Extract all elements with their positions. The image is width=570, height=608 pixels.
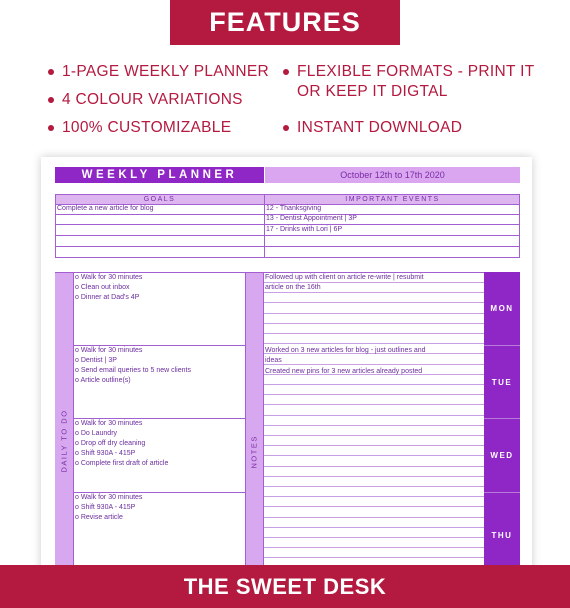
- grid-line: [55, 235, 520, 236]
- notes-rule-line: [264, 455, 484, 456]
- event-item: 17 - Drinks with Lori | 6P: [266, 226, 343, 233]
- bullet-icon: [283, 125, 289, 131]
- todo-item: o Dinner at Dad's 4P: [75, 294, 140, 301]
- todo-item: o Walk for 30 minutes: [75, 420, 143, 427]
- notes-rule-line: [264, 537, 484, 538]
- notes-rule-line: [264, 343, 484, 344]
- notes-rule-line: [264, 547, 484, 548]
- notes-rule-line: [264, 476, 484, 477]
- feature-item: [297, 118, 462, 138]
- notes-rule-line: [264, 323, 484, 324]
- todo-item: o Walk for 30 minutes: [75, 494, 143, 501]
- bullet-icon: [48, 97, 54, 103]
- notes-rule-line: [264, 435, 484, 436]
- notes-rule-line: [264, 415, 484, 416]
- notes-band: [245, 272, 263, 577]
- notes-rule-line: [264, 404, 484, 405]
- day-separator: [484, 418, 520, 419]
- notes-rule-line: [264, 313, 484, 314]
- feature-item: [62, 62, 269, 82]
- notes-rule-line: [264, 486, 484, 487]
- grid-divider: [264, 194, 265, 257]
- feature-text: 4 COLOUR VARIATIONS: [62, 91, 243, 108]
- goals-header: GOALS: [55, 195, 264, 204]
- events-header: IMPORTANT EVENTS: [265, 195, 520, 204]
- feature-item: [62, 118, 231, 138]
- feature-item: [297, 62, 534, 82]
- note-item: Worked on 3 new articles for blog - just outlines and: [265, 347, 426, 354]
- todo-item: o Walk for 30 minutes: [75, 274, 143, 281]
- feature-text: FLEXIBLE FORMATS - PRINT IT: [297, 63, 535, 80]
- features-title: FEATURES: [209, 7, 361, 37]
- event-item: 13 - Dentist Appointment | 3P: [266, 215, 357, 222]
- daily-todo-label: [60, 451, 69, 473]
- notes-rule-line: [264, 445, 484, 446]
- todo-item: o Shift 930A - 415P: [75, 504, 136, 511]
- bullet-icon: [48, 69, 54, 75]
- footer-banner: [0, 565, 570, 608]
- notes-rule-line: [264, 466, 484, 467]
- day-separator: [484, 345, 520, 346]
- feature-text: INSTANT DOWNLOAD: [297, 119, 463, 136]
- weekly-planner-preview: [41, 157, 532, 577]
- notes-rule-line: [264, 506, 484, 507]
- goal-item: Complete a new article for blog: [57, 205, 154, 212]
- bullet-icon: [283, 69, 289, 75]
- planner-date: October 12th to 17th 2020: [265, 167, 520, 183]
- notes-rule-line: [264, 333, 484, 334]
- notes-rule-line: [264, 302, 484, 303]
- grid-divider: [519, 194, 520, 257]
- grid-line: [55, 194, 520, 195]
- todo-item: o Walk for 30 minutes: [75, 347, 143, 354]
- todo-item: o Drop off dry cleaning: [75, 440, 146, 447]
- feature-text: 1-PAGE WEEKLY PLANNER: [62, 63, 270, 80]
- notes-rule-line: [264, 496, 484, 497]
- note-item: Followed up with client on article re-write | resubmit: [265, 274, 424, 281]
- grid-divider: [245, 272, 246, 577]
- todo-item: o Send email queries to 5 new clients: [75, 367, 191, 374]
- todo-item: o Do Laundry: [75, 430, 118, 437]
- notes-label: NOTES: [249, 435, 259, 469]
- notes-rule-line: [264, 364, 484, 365]
- features-list: [0, 62, 570, 150]
- day-label-tue: TUE: [484, 346, 520, 418]
- feature-text: 100% CUSTOMIZABLE: [62, 119, 232, 136]
- note-item: article on the 16th: [265, 284, 321, 291]
- day-label-wed: WED: [484, 419, 520, 492]
- grid-divider: [73, 272, 74, 577]
- todo-item: o Complete first draft of article: [75, 460, 169, 467]
- feature-text: OR KEEP IT DIGTAL: [297, 83, 448, 100]
- notes-rule-line: [264, 384, 484, 385]
- notes-rule-line: [264, 394, 484, 395]
- day-label-thu: THU: [484, 493, 520, 577]
- notes-rule-line: [264, 425, 484, 426]
- todo-item: o Dentist | 3P: [75, 357, 117, 364]
- features-banner: [170, 0, 400, 45]
- day-label-mon: MON: [484, 272, 520, 345]
- todo-item: o Clean out inbox: [75, 284, 130, 291]
- todo-item: o Article outline(s): [75, 377, 131, 384]
- todo-item: o Shift 930A - 415P: [75, 450, 136, 457]
- brand-name: THE SWEET DESK: [183, 573, 387, 599]
- planner-title: WEEKLY PLANNER: [55, 167, 264, 183]
- note-item: ideas: [265, 357, 282, 364]
- grid-line: [55, 246, 520, 247]
- feature-item-continued: [297, 82, 448, 102]
- notes-rule-line: [264, 557, 484, 558]
- grid-line: [55, 257, 520, 258]
- grid-divider: [55, 194, 56, 257]
- notes-rule-line: [264, 517, 484, 518]
- day-separator: [484, 492, 520, 493]
- todo-item: o Revise article: [75, 514, 123, 521]
- notes-rule-line: [264, 527, 484, 528]
- note-item: Created new pins for 3 new articles already posted: [265, 368, 423, 375]
- event-item: 12 - Thanksgiving: [266, 205, 322, 212]
- feature-item: [62, 90, 243, 110]
- bullet-icon: [48, 125, 54, 131]
